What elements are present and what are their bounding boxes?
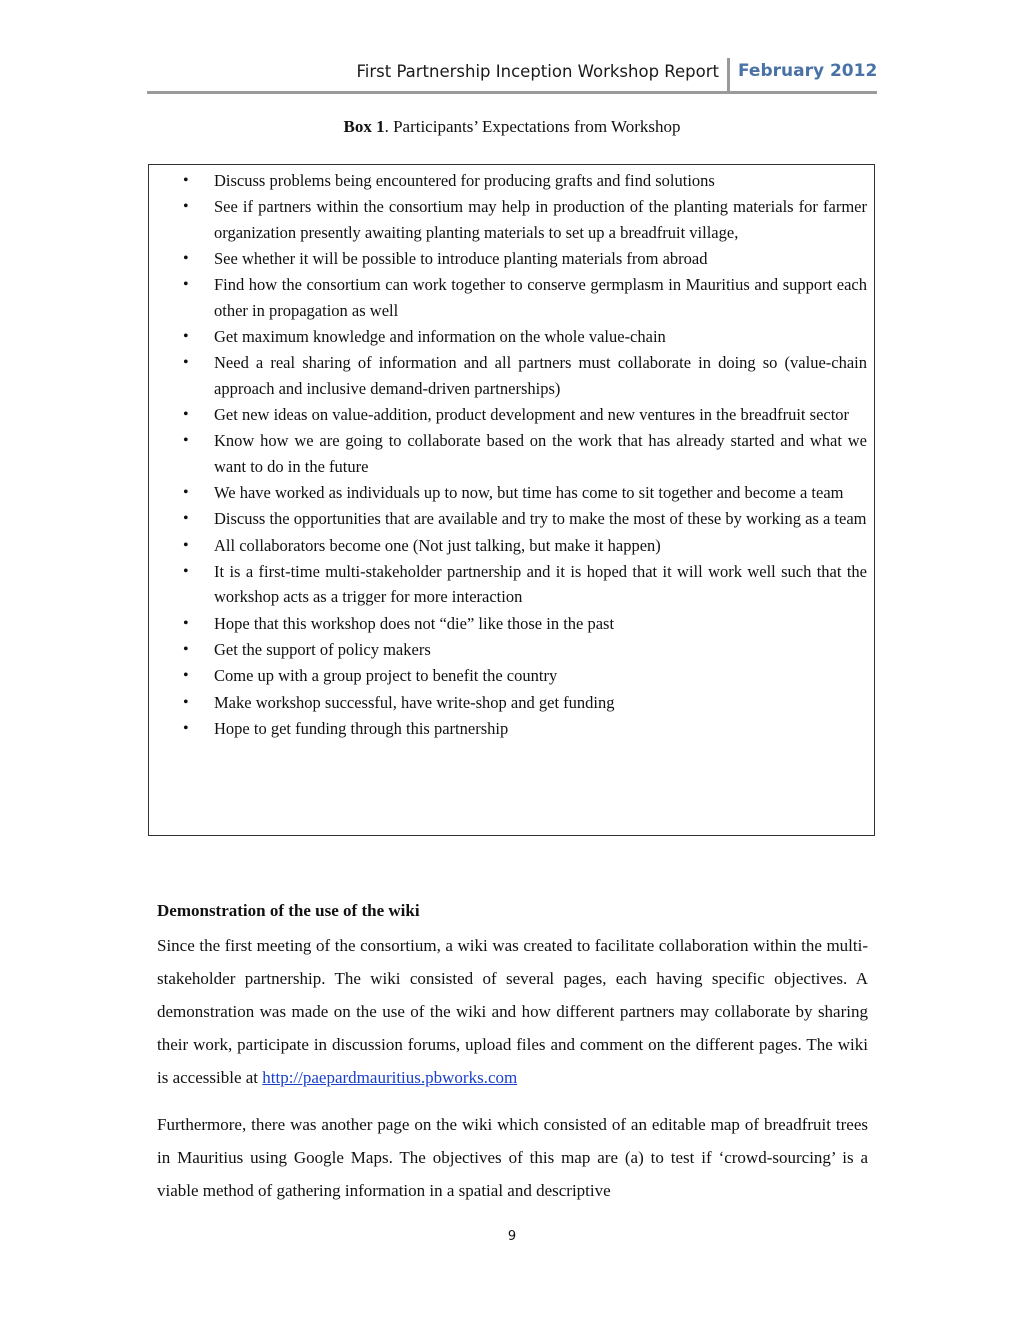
map-paragraph: Furthermore, there was another page on the wiki which consisted of an editable map of breadfruit trees in Mauritius using Google Maps. The objectives of this map are (a) to test if ‘crowd-sourcing’ is a viable method of gathering information in a spatial and descriptive [157,1115,868,1200]
list-item-text: Get maximum knowledge and information on the whole value-chain [214,326,666,346]
list-item-text: Discuss the opportunities that are available and try to make the most of these by working as a team [214,509,867,529]
list-item-text: Need a real sharing of information and all partners must collaborate in doing so (value-chain approach and inclusive demand-driven partnerships) [214,353,867,398]
bullet-icon: • [183,693,189,711]
report-date: February 2012 [738,61,878,81]
list-item-text: Know how we are going to collaborate based on the work that has already started and what we want to do in the future [214,431,867,476]
list-item [149,506,874,531]
box-caption [0,117,1024,137]
wiki-link[interactable]: http://paepardmauritius.pbworks.com [262,1068,518,1087]
wiki-paragraph-text: Since the first meeting of the consortium, a wiki was created to facilitate collaboration within the multi-stakeholder partnership. The wiki consisted of several pages, each having specific objectives. A demonstration was made on the use of the wiki and how different partners may collaborate by sharing their work, participate in discussion forums, upload files and comment on the different pages. The wiki is accessible at [157,936,868,1087]
header-rule [147,91,877,94]
list-item [149,533,874,558]
bullet-icon: • [183,614,189,632]
list-item [149,402,874,427]
list-item-text: It is a first-time multi-stakeholder partnership and it is hoped that it will work well such that the workshop acts as a trigger for more interaction [214,562,867,607]
expectations-list [149,165,874,741]
list-item-text: Hope that this workshop does not “die” like those in the past [214,613,615,633]
header-separator [727,58,730,92]
bullet-icon: • [183,249,189,267]
box-caption-label: Box 1 [343,117,385,136]
list-item [149,611,874,636]
list-item-text: Get the support of policy makers [214,640,431,660]
report-title: First Partnership Inception Workshop Report [356,62,719,81]
bullet-icon: • [183,563,189,581]
bullet-icon: • [183,354,189,372]
list-item-text: Discuss problems being encountered for producing grafts and find solutions [214,171,715,190]
list-item [149,663,874,688]
wiki-paragraph [157,929,868,1094]
bullet-icon: • [183,483,189,501]
list-item-text: See whether it will be possible to introduce planting materials from abroad [214,248,708,268]
box-caption-text: . Participants’ Expectations from Workshop [384,117,681,136]
list-item-text: Make workshop successful, have write-shop and get funding [214,692,615,712]
bullet-icon: • [183,327,189,345]
bullet-icon: • [183,510,189,528]
list-item-text: Hope to get funding through this partnership [214,719,509,739]
list-item [149,690,874,715]
bullet-icon: • [183,405,189,423]
list-item [149,168,874,193]
list-item [149,559,874,609]
bullet-icon: • [183,720,189,738]
list-item-text: Find how the consortium can work together to conserve germplasm in Mauritius and support each other in propagation as well [214,275,867,320]
page-header [0,58,1024,96]
expectations-box [148,164,875,836]
bullet-icon: • [183,536,189,554]
bullet-icon: • [183,172,189,189]
list-item-text: See if partners within the consortium may help in production of the planting materials for farmer organization presently awaiting planting materials to set up a breadfruit village, [214,197,867,242]
list-item [149,716,874,741]
list-item-text: We have worked as individuals up to now, but time has come to sit together and become a team [214,482,844,502]
bullet-icon: • [183,198,189,216]
list-item-text: Get new ideas on value-addition, product development and new ventures in the breadfruit sector [214,404,850,424]
list-item [149,324,874,349]
page-number: 9 [507,1229,517,1244]
bullet-icon: • [183,276,189,294]
list-item [149,428,874,478]
bullet-icon: • [183,667,189,685]
section-heading: Demonstration of the use of the wiki [157,901,420,920]
list-item-text: All collaborators become one (Not just talking, but make it happen) [214,535,661,555]
list-item [149,272,874,322]
bullet-icon: • [183,432,189,450]
bullet-icon: • [183,641,189,659]
list-item [149,637,874,662]
list-item [149,480,874,505]
list-item [149,194,874,244]
list-item [149,350,874,400]
list-item-text: Come up with a group project to benefit the country [214,666,558,686]
list-item [149,246,874,271]
